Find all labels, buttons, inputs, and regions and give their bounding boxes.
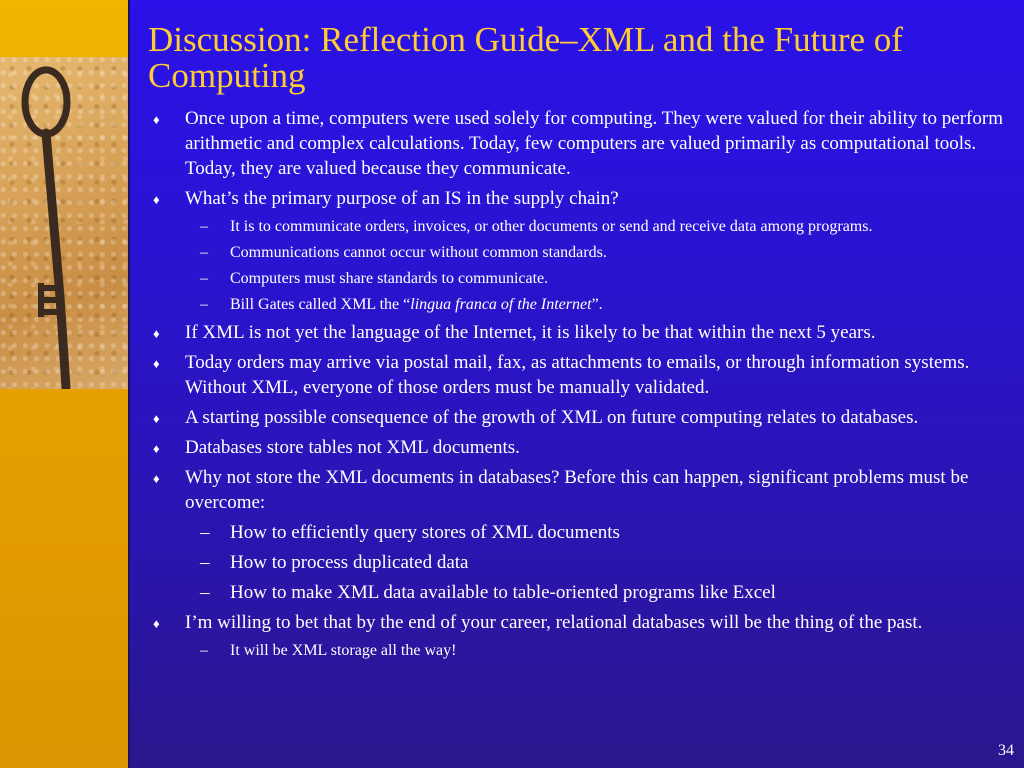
sub-list-item — [130, 242, 1020, 263]
sub-list-item — [130, 294, 1020, 315]
bullet-list — [130, 106, 1020, 666]
sub-bullet-text — [230, 296, 603, 313]
sub-list-item — [130, 580, 1020, 605]
diamond-icon: ♦ — [153, 411, 160, 426]
diamond-icon: ♦ — [153, 326, 160, 341]
sub-bullet-prefix: Bill Gates called XML the “ — [230, 296, 411, 313]
dash-icon: – — [200, 582, 210, 603]
bullet-text: Today orders may arrive via postal mail, fax, as attachments to emails, or through information systems. Without XML, everyone of those orders must be manually validated. — [185, 352, 970, 398]
list-item — [130, 186, 1020, 211]
sub-bullet-text: How to process duplicated data — [230, 552, 469, 573]
dash-icon: – — [200, 270, 208, 287]
sub-list-item — [130, 520, 1020, 545]
diamond-icon: ♦ — [153, 192, 160, 207]
bullet-text: Databases store tables not XML documents. — [185, 437, 520, 458]
list-item — [130, 106, 1020, 181]
sub-list-item — [130, 268, 1020, 289]
sub-bullet-text: How to make XML data available to table-oriented programs like Excel — [230, 582, 776, 603]
sub-bullet-text: Computers must share standards to communicate. — [230, 270, 549, 287]
dash-icon: – — [200, 296, 208, 313]
sub-bullet-text: It will be XML storage all the way! — [230, 642, 457, 659]
list-item — [130, 320, 1020, 345]
dash-icon: – — [200, 218, 208, 235]
slide-title: Discussion: Reflection Guide–XML and the Future of Computing — [148, 20, 903, 95]
bullet-text: Why not store the XML documents in databases? Before this can happen, significant problems must be overcome: — [185, 467, 969, 513]
dash-icon: – — [200, 642, 208, 659]
list-item — [130, 405, 1020, 430]
bullet-text: I’m willing to bet that by the end of your career, relational databases will be the thing of the past. — [185, 612, 923, 633]
list-item — [130, 435, 1020, 460]
list-item — [130, 350, 1020, 400]
bullet-text: If XML is not yet the language of the Internet, it is likely to be that within the next 5 years. — [185, 322, 876, 343]
key-image — [0, 57, 128, 389]
sub-bullet-emphasis: lingua franca of the Internet — [410, 296, 592, 313]
dash-icon: – — [200, 522, 210, 543]
sub-bullet-text: It is to communicate orders, invoices, or other documents or send and receive data among programs. — [230, 218, 873, 235]
sub-list-item — [130, 640, 1020, 661]
sub-bullet-suffix: ”. — [591, 296, 603, 313]
sub-bullet-text: Communications cannot occur without common standards. — [230, 244, 607, 261]
list-item — [130, 610, 1020, 635]
diamond-icon: ♦ — [153, 471, 160, 486]
dash-icon: – — [200, 552, 210, 573]
sub-bullet-text: How to efficiently query stores of XML documents — [230, 522, 620, 543]
diamond-icon: ♦ — [153, 616, 160, 631]
slide-main — [130, 0, 1024, 768]
diamond-icon: ♦ — [153, 441, 160, 456]
bullet-text: Once upon a time, computers were used solely for computing. They were valued for their ability to perform arithmetic and complex calculations. Today, few computers are valued primarily as computational tools. Today, they are valued because they communicate. — [185, 108, 1003, 179]
sub-list-item — [130, 216, 1020, 237]
bullet-text: A starting possible consequence of the growth of XML on future computing relates to databases. — [185, 407, 919, 428]
dash-icon: – — [200, 244, 208, 261]
page-number: 34 — [998, 742, 1014, 759]
diamond-icon: ♦ — [153, 112, 160, 127]
diamond-icon: ♦ — [153, 356, 160, 371]
sub-list-item — [130, 550, 1020, 575]
key-icon — [0, 57, 128, 389]
bullet-text: What’s the primary purpose of an IS in the supply chain? — [185, 188, 619, 209]
list-item — [130, 465, 1020, 515]
